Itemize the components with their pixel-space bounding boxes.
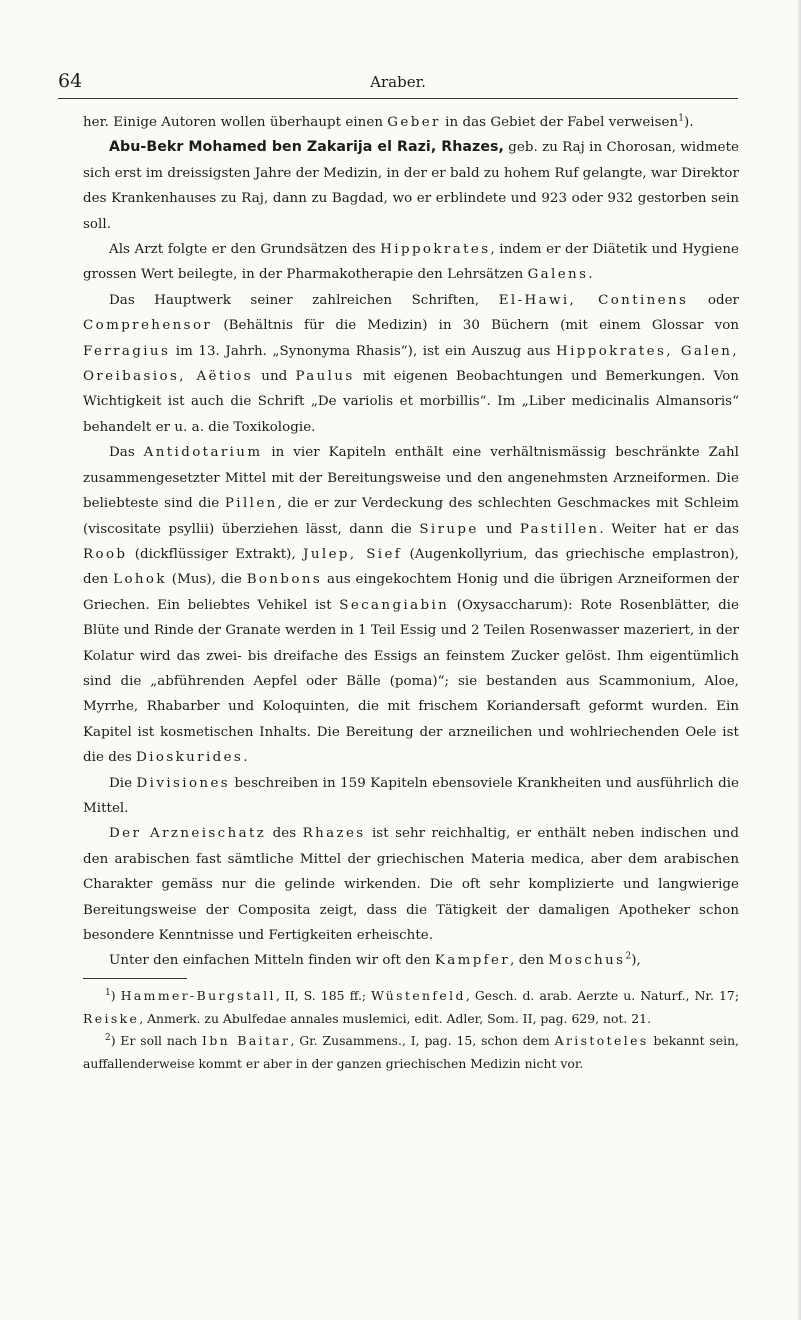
page-edge-shadow xyxy=(796,0,801,1320)
footnotes xyxy=(83,985,739,1075)
paragraph-arzneischatz: Der Arzneischatz des Rhazes ist sehr reichhaltig, er enthält neben indischen und den arabischen fast sämtliche Mittel der griechischen Materia medica, aber dem arabischen Charakter gemäss nur die gelinde wirkenden. Die oft sehr komplizierte und langwierige Bereitungsweise der Composita zeigt, dass die Tätigkeit der damaligen Apotheker schon besondere Kenntnisse und Fertigkeiten erheischte. xyxy=(83,826,739,943)
page-header xyxy=(58,70,738,99)
body-text xyxy=(83,110,739,974)
paragraph-antidotarium: Das Antidotarium in vier Kapiteln enthält eine verhältnismässig beschränkte Zahl zusammengesetzter Mittel mit der Bereitungsweise und den angenehmsten Arzneiformen. Die beliebteste sind die Pillen, die er zur Verdeckung des schlechten Geschmackes mit Schleim (viscositate psyllii) überziehen lässt, dann die Sirupe und Pastillen. Weiter hat er das Roob (dickflüssiger Extrakt), Julep, Sief (Augenkollyrium, das griechische emplastron), den Lohok (Mus), die Bonbons aus eingekochtem Honig und die übrigen Arzneiformen der Griechen. Ein beliebtes Vehikel ist Secangiabin (Oxysaccharum): Rote Rosenblätter, die Blüte und Rinde der Granate werden in 1 Teil Essig und 2 Teilen Rosenwasser mazeriert, in der Kolatur wird das zwei- bis dreifache des Essigs an feinstem Zucker gelöst. Ihm eigentümlich sind die „abführenden Aepfel oder Bälle (poma)“; sie bestanden aus Scammonium, Aloe, Myrrhe, Rhabarber und Koloquinten, die mit frischem Koriandersaft geformt wurden. Ein Kapitel ist kosmetischen Inhalts. Die Bereitung der arzneilichen und wohlriechenden Oele ist die des Dioskurides. xyxy=(83,445,740,766)
paragraph-8: Unter den einfachen Mitteln finden wir oft den Kampfer, den Moschus$^2$), xyxy=(109,951,641,969)
running-head: Araber. xyxy=(370,73,426,91)
page-number: 64 xyxy=(58,70,83,92)
paragraph-rhazes-intro: Abu-Bekr Mohamed ben Zakarija el Razi, Rhazes, geb. zu Raj in Chorosan, widmete sich erst im dreissigsten Jahre der Medizin, in der er bald zu hohem Ruf gelangte, war Direktor des Krankenhauses zu Raj, dann zu Bagdad, wo er erblindete und 923 oder 932 gestorben sein soll. xyxy=(83,139,739,232)
paragraph-divisiones: Die Divisiones beschreiben in 159 Kapiteln ebensoviele Krankheiten und ausführlich die Mittel. xyxy=(83,775,739,816)
footnote-2: $^2$) Er soll nach Ibn Baitar, Gr. Zusammens., I, pag. 15, schon dem Aristoteles bekannt sein, auffallenderweise kommt er aber in der ganzen griechischen Medizin nicht vor. xyxy=(83,1033,739,1071)
paragraph-3: Als Arzt folgte er den Grundsätzen des Hippokrates, indem er der Diätetik und Hygiene grossen Wert beilegte, in der Pharmakotherapie den Lehrsätzen Galens. xyxy=(83,242,739,283)
paragraph-1: her. Einige Autoren wollen überhaupt einen Geber in das Gebiet der Fabel verweisen$^1$). xyxy=(83,113,694,130)
footnote-rule xyxy=(83,978,187,979)
paragraph-4: Das Hauptwerk seiner zahlreichen Schriften, El-Hawi, Continens oder Comprehensor (Behältnis für die Medizin) in 30 Büchern (mit einem Glossar von Ferragius im 13. Jahrh. „Synonyma Rhasis“), ist ein Auszug aus Hippokrates, Galen, Oreibasios, Aëtios und Paulus mit eigenen Beobachtungen und Bemerkungen. Von Wichtigkeit ist auch die Schrift „De variolis et morbillis“. Im „Liber medicinalis Almansoris“ behandelt er u. a. die Toxikologie. xyxy=(83,292,740,435)
footnote-1: $^1$) Hammer-Burgstall, II, S. 185 ff.; Wüstenfeld, Gesch. d. arab. Aerzte u. Naturf., Nr. 17; Reiske, Anmerk. zu Abulfedae annales muslemici, edit. Adler, Som. II, pag. 629, not. 21. xyxy=(83,987,739,1026)
footnote-ref-1: 1 xyxy=(678,113,684,124)
footnote-ref-2: 2 xyxy=(625,951,632,962)
rhazes-name-heading: Abu-Bekr Mohamed ben Zakarija el Razi, Rhazes, xyxy=(109,139,504,156)
